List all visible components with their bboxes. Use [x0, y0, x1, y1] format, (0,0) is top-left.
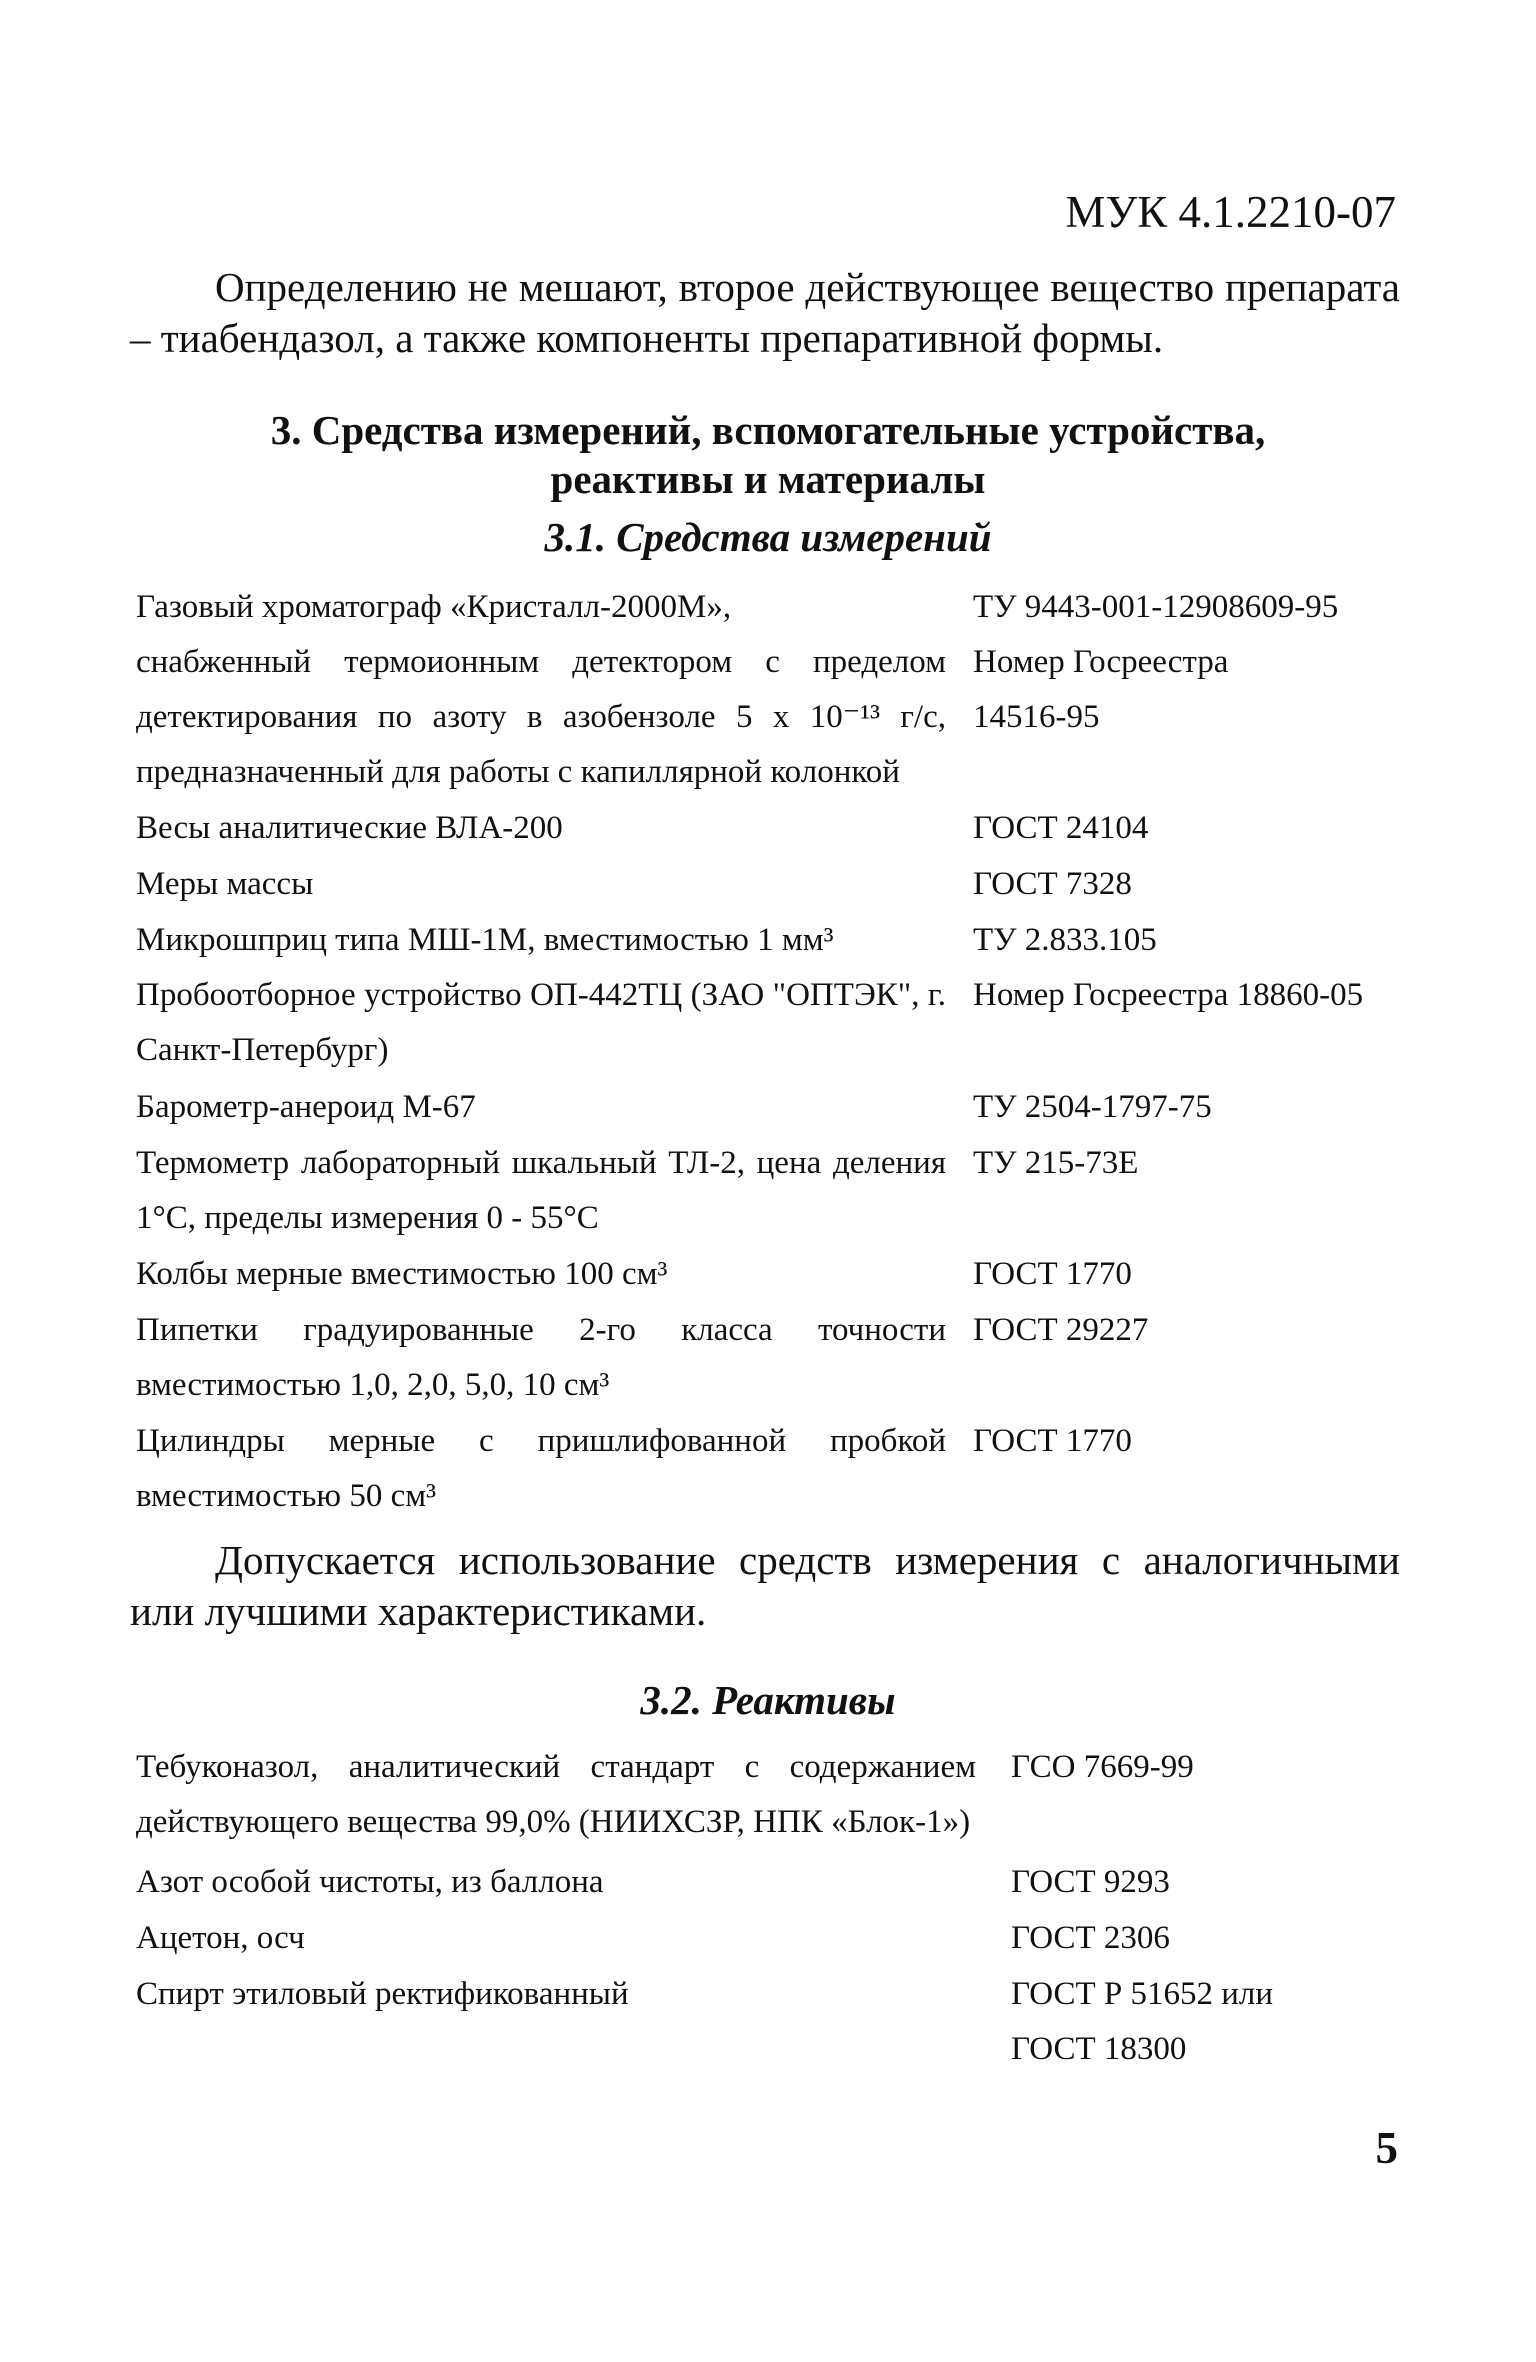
item-standard: ГОСТ 1770 — [973, 1423, 1132, 1459]
intro-paragraph: Определению не мешают, второе действующее вещество препарата – тиабендазол, а также компоненты препаративной формы. — [130, 264, 1400, 361]
item-standard: ГОСТ 29227 — [973, 1312, 1149, 1348]
section-3-1-title: 3.1. Средства измерений — [544, 514, 992, 560]
item-standard: ТУ 215-73Е — [973, 1145, 1139, 1181]
item-name: Азот особой чистоты, из баллона — [136, 1864, 604, 1900]
item-name: Микрошприц типа МШ-1М, вместимостью 1 мм³ — [136, 922, 834, 958]
item-name: Цилиндры мерные с пришлифованной пробкой вместимостью 50 см³ — [136, 1423, 946, 1514]
section-3-title-line1: 3. Средства измерений, вспомогательные устройства, — [270, 407, 1266, 453]
item-standard: ТУ 2.833.105 — [973, 922, 1157, 958]
section-3-2-title: 3.2. Реактивы — [640, 1677, 896, 1723]
item-standard: ГОСТ 1770 — [973, 1256, 1132, 1292]
document-code: МУК 4.1.2210-07 — [1065, 187, 1396, 237]
item-standard: ГОСТ Р 51652 или ГОСТ 18300 — [1011, 1976, 1274, 2067]
item-name: Тебуконазол, аналитический стандарт с содержанием действующего вещества 99,0% (НИИХСЗР, НПК «Блок-1») — [136, 1749, 976, 1840]
item-standard: ГОСТ 24104 — [973, 810, 1149, 846]
item-name: снабженный термоионным детектором с пределом детектирования по азоту в азобензоле 5 х 10⁻¹³ г/с, предназначенный для работы с капиллярной колонкой — [136, 644, 946, 790]
item-name: Спирт этиловый ректификованный — [136, 1976, 629, 2012]
item-standard: ГОСТ 7328 — [973, 866, 1132, 902]
item-name: Барометр-анероид М-67 — [136, 1089, 476, 1125]
item-standard: Номер Госреестра 18860-05 — [973, 977, 1364, 1013]
page-number: 5 — [1375, 2123, 1398, 2173]
item-standard: Номер Госреестра 14516-95 — [973, 644, 1229, 735]
item-name: Колбы мерные вместимостью 100 см³ — [136, 1256, 668, 1292]
item-standard: ГСО 7669-99 — [1011, 1749, 1194, 1785]
item-name: Термометр лабораторный шкальный ТЛ-2, цена деления 1°С, пределы измерения 0 - 55°С — [136, 1145, 946, 1236]
item-standard: ГОСТ 2306 — [1011, 1920, 1170, 1956]
note-paragraph: Допускается использование средств измерения с аналогичными или лучшими характеристиками. — [130, 1537, 1400, 1634]
item-name: Весы аналитические ВЛА-200 — [136, 810, 563, 846]
item-name: Ацетон, осч — [136, 1920, 305, 1956]
item-standard: ТУ 2504-1797-75 — [973, 1089, 1212, 1125]
item-standard: ТУ 9443-001-12908609-95 — [973, 589, 1339, 625]
item-name: Газовый хроматограф «Кристалл-2000М», — [136, 589, 732, 625]
section-3-title-line2: реактивы и материалы — [550, 456, 986, 502]
item-standard: ГОСТ 9293 — [1011, 1864, 1170, 1900]
item-name: Меры массы — [136, 866, 314, 902]
item-name: Пипетки градуированные 2-го класса точности вместимостью 1,0, 2,0, 5,0, 10 см³ — [136, 1312, 946, 1403]
item-name: Пробоотборное устройство ОП-442ТЦ (ЗАО "ОПТЭК", г. Санкт-Петербург) — [136, 977, 946, 1068]
